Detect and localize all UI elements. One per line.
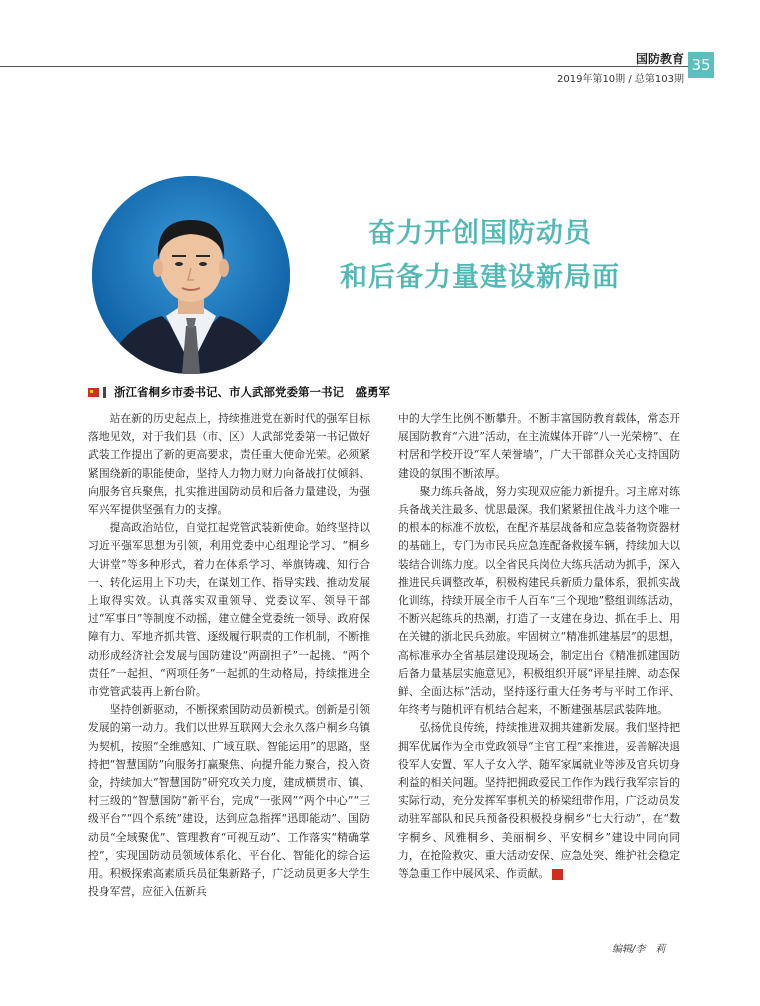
portrait-photo [92, 176, 290, 374]
paragraph-final [398, 719, 680, 883]
page-number: 35 [688, 52, 714, 78]
paragraph: 提高政治站位，自觉扛起党管武装新使命。始终坚持以习近平强军思想为引领，利用党委中心组理论学习、“桐乡大讲堂”等多种形式，着力在体系学习、举旗铸魂、知行合一、转化运用上下功夫，在谋划工作、指导实践、推动发展上取得实效。认真落实双重领导、党委议军、领导干部过“军事日”等制度不动摇，建立健全党委统一领导、政府保障有力、军地齐抓共管、逐级履行职责的工作机制，不断推动形成经济社会发展与国防建设“两副担子”一起挑、“两个责任”一起担、“两项任务”一起抓的生动格局，持续推进全市党管武装再上新台阶。 [88, 521, 370, 699]
paragraph: 中的大学生比例不断攀升。不断丰富国防教育载体，常态开展国防教育“六进”活动，在主流媒体开辟“八一光荣榜”、在村居和学校开设“军人荣誉墙”，广大干部群众关心支持国防建设的氛围不断浓厚。 [398, 412, 680, 480]
left-column [88, 410, 370, 901]
magazine-name: 国防教育 [635, 52, 684, 66]
portrait-illustration [92, 176, 290, 374]
china-flag-icon [88, 388, 99, 397]
end-mark-icon: G [552, 869, 563, 880]
byline-bar [88, 384, 390, 400]
editor-credit: 编辑/李 莉 [612, 944, 666, 955]
header-rule [0, 66, 688, 67]
paragraph: 站在新的历史起点上，持续推进党在新时代的强军目标落地见效，对于我们县（市、区）人武部党委第一书记做好武装工作提出了新的更高要求，责任重大使命光荣。必须紧紧围绕新的职能使命，坚持人力物力财力向备战打仗倾斜、向服务官兵聚焦，扎实推进国防动员和后备力量建设，为强军兴军提供坚强有力的支撑。 [88, 412, 370, 517]
paragraph-text: 弘扬优良传统，持续推进双拥共建新发展。我们坚持把拥军优属作为全市党政领导“主官工程”来推进，妥善解决退役军人安置、军人子女入学、随军家属就业等涉及官兵切身利益的相关问题。坚持把拥政爱民工作作为践行我军宗旨的实际行动，充分发挥军事机关的桥梁纽带作用，广泛动员发动驻军部队和民兵预备役积极投身桐乡“七大行动”，在“数字桐乡、风雅桐乡、美丽桐乡、平安桐乡”建设中同向同力，在抢险救灾、重大活动安保、应急处突、维护社会稳定等急重工作中展风采、作贡献。 [398, 721, 680, 881]
issue-line: 2019年第10期 / 总第103期 [557, 74, 684, 85]
paragraph: 坚持创新驱动，不断探索国防动员新模式。创新是引领发展的第一动力。我们以世界互联网大会永久落户桐乡乌镇为契机，按照“全维感知、广域互联、智能运用”的思路，坚持把“智慧国防”向服务打赢聚焦、向提升能力聚合，投入资金，持续加大“智慧国防”研究攻关力度，建成横贯市、镇、村三级的“智慧国防”新平台，完成“一张网”“两个中心”“三级平台”“四个系统”建设，达到应急指挥“迅即能动”、国防动员“全域聚优”、管理教育“可视互动”、工作落实“精确掌控”，实现国防动员领域体系化、平台化、智能化的综合运用。积极探索高素质兵员征集新路子，广泛动员更多大学生投身军营，应征入伍新兵 [88, 703, 370, 899]
title-line-2: 和后备力量建设新局面 [340, 262, 620, 293]
right-column [398, 410, 680, 883]
author-byline: 浙江省桐乡市委书记、市人武部党委第一书记 盛勇军 [114, 385, 390, 399]
paragraph: 聚力练兵备战，努力实现双应能力新提升。习主席对练兵备战关注最多、忧思最深。我们紧紧扭住战斗力这个唯一的根本的标准不放松，在配齐基层战备和应急装备物资器材的基础上，专门为市民兵应急连配备救援车辆，持续加大以装结合训练力度。以全省民兵岗位大练兵活动为抓手，深入推进民兵调整改革，积极构建民兵新质力量体系，狠抓实战化训练，持续开展全市千人百车“三个现地”整组训练活动，不断兴起练兵的热潮，打造了一支建在身边、抓在手上、用在关键的浙北民兵劲旅。牢固树立“精准抓建基层”的思想，高标准承办全省基层建设现场会，制定出台《精准抓建国防后备力量基层实施意见》，积极组织开展“评星挂牌、动态保鲜、全面达标”活动，坚持逐行重大任务考与平时工作评、年终考与随机评有机结合起来，不断建强基层武装阵地。 [398, 484, 680, 717]
article-title [300, 212, 660, 300]
divider-bar [103, 387, 106, 398]
title-line-1: 奋力开创国防动员 [368, 218, 592, 249]
